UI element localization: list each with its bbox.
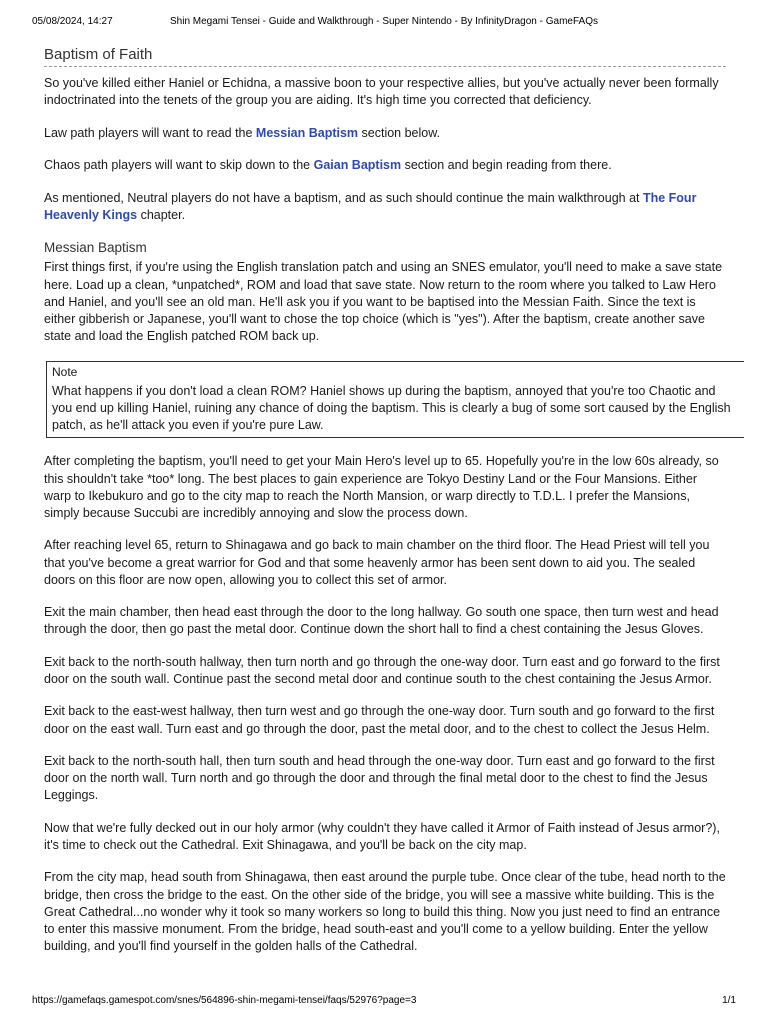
law-path-text-before: Law path players will want to read the bbox=[44, 125, 256, 140]
print-page-title: Shin Megami Tensei - Guide and Walkthrough - Super Nintendo - By InfinityDragon - GameFAQs bbox=[170, 16, 598, 27]
subsection-heading: Messian Baptism bbox=[44, 240, 147, 256]
print-header bbox=[32, 16, 736, 30]
guide-paragraph: From the city map, head south from Shinagawa, then east around the purple tube. Once clear of the tube, head north to the bridge, then cross the bridge to the east. On the other side of the bridge, you will see a massive white building. This is the Great Cathedral...no wonder why it took so many workers so long to build this thing. Now you just need to find an entrance to enter this massive monument. From the bridge, head south-east and you'll come to a yellow building. Enter the yellow building, and you'll find yourself in the golden halls of the Cathedral. bbox=[44, 870, 726, 954]
intro-paragraph: So you've killed either Haniel or Echidna, a massive boon to your respective allies, but you've actually never been formally indoctrinated into the tenets of the group you are aiding. It's high time you corrected that deficiency. bbox=[44, 76, 719, 108]
note-box bbox=[46, 361, 744, 439]
page-url: https://gamefaqs.gamespot.com/snes/564896-shin-megami-tensei/faqs/52976?page=3 bbox=[32, 995, 417, 1006]
page-number: 1/1 bbox=[722, 995, 736, 1006]
chaos-path-paragraph bbox=[44, 157, 726, 174]
guide-paragraph: Exit back to the north-south hallway, then turn north and go through the one-way door. Turn east and go forward to the first door on the south wall. Continue past the second metal door and continue south to the chest containing the Jesus Armor. bbox=[44, 654, 720, 686]
guide-paragraph: Exit the main chamber, then head east through the door to the long hallway. Go south one space, then turn west and head through the door, then go past the metal door. Continue down the short hall to find a chest containing the Jesus Gloves. bbox=[44, 605, 719, 637]
neutral-path-text-after: chapter. bbox=[137, 207, 186, 222]
guide-paragraph: Exit back to the north-south hall, then turn south and head through the one-way door. Turn east and go forward to the first door on the north wall. Turn north and go through the door and through the final metal door to the chest to find the Jesus Leggings. bbox=[44, 753, 715, 803]
note-label: Note bbox=[52, 364, 78, 379]
guide-paragraph: Now that we're fully decked out in our holy armor (why couldn't they have called it Armor of Faith instead of Jesus armor?), it's time to check out the Cathedral. Exit Shinagawa, and you'll be back on the city map. bbox=[44, 820, 720, 852]
four-heavenly-kings-link[interactable]: The Four Heavenly Kings bbox=[44, 190, 697, 222]
law-path-paragraph bbox=[44, 125, 726, 142]
guide-paragraph: After reaching level 65, return to Shinagawa and go back to main chamber on the third floor. The Head Priest will tell you that you've become a great warrior for God and that some heavenly armor has been sent down to aid you. The sealed doors on this floor are now open, allowing you to collect this set of armor. bbox=[44, 538, 710, 587]
baptism-instructions-paragraph: First things first, if you're using the English translation patch and using an SNES emulator, you'll need to make a save state here. Load up a clean, *unpatched*, ROM and load that save state. Now return to the room where you talked to Law Hero and Haniel, and you'll see an old man. He'll ask you if you want to be baptised into the Messian Faith. Since the text is either gibberish or Japanese, you'll want to chose the top choice (which is "yes"). After the baptism, create another save state and load the English patched ROM back up. bbox=[44, 260, 723, 344]
section-heading: Baptism of Faith bbox=[44, 46, 726, 67]
law-path-text-after: section below. bbox=[358, 125, 441, 140]
messian-baptism-link[interactable]: Messian Baptism bbox=[255, 125, 359, 140]
chaos-path-text-after: section and begin reading from there. bbox=[401, 158, 612, 173]
guide-paragraph: After completing the baptism, you'll need to get your Main Hero's level up to 65. Hopefully you're in the low 60s already, so this shouldn't take *too* long. The best places to gain experience are Tokyo Destiny Land or the Four Mansions. Either warp to Ikebukuro and go to the city map to reach the North Mansion, or warp directly to T.D.L. I prefer the Mansions, simply because Succubi are incredibly annoying and slow the process down. bbox=[44, 454, 719, 520]
neutral-path-paragraph bbox=[44, 190, 726, 224]
chaos-path-text-before: Chaos path players will want to skip down to the bbox=[44, 158, 314, 173]
note-text: What happens if you don't load a clean ROM? Haniel shows up during the baptism, annoyed that you're too Chaotic and you end up killing Haniel, ruining any chance of doing the baptism. This is clearly a bug of some sort caused by the English patch, as he'll attack you even if you're pure Law. bbox=[52, 383, 731, 433]
gaian-baptism-link[interactable]: Gaian Baptism bbox=[313, 158, 402, 173]
guide-paragraph: Exit back to the east-west hallway, then turn west and go through the one-way door. Turn south and go forward to the first door on the east wall. Turn east and go through the door, past the metal door, and to the chest to collect the Jesus Helm. bbox=[44, 704, 715, 736]
print-footer bbox=[32, 995, 736, 1009]
neutral-path-text-before: As mentioned, Neutral players do not have a baptism, and as such should continue the main walkthrough at bbox=[44, 190, 643, 205]
print-date: 05/08/2024, 14:27 bbox=[32, 16, 113, 27]
guide-content bbox=[44, 46, 731, 971]
